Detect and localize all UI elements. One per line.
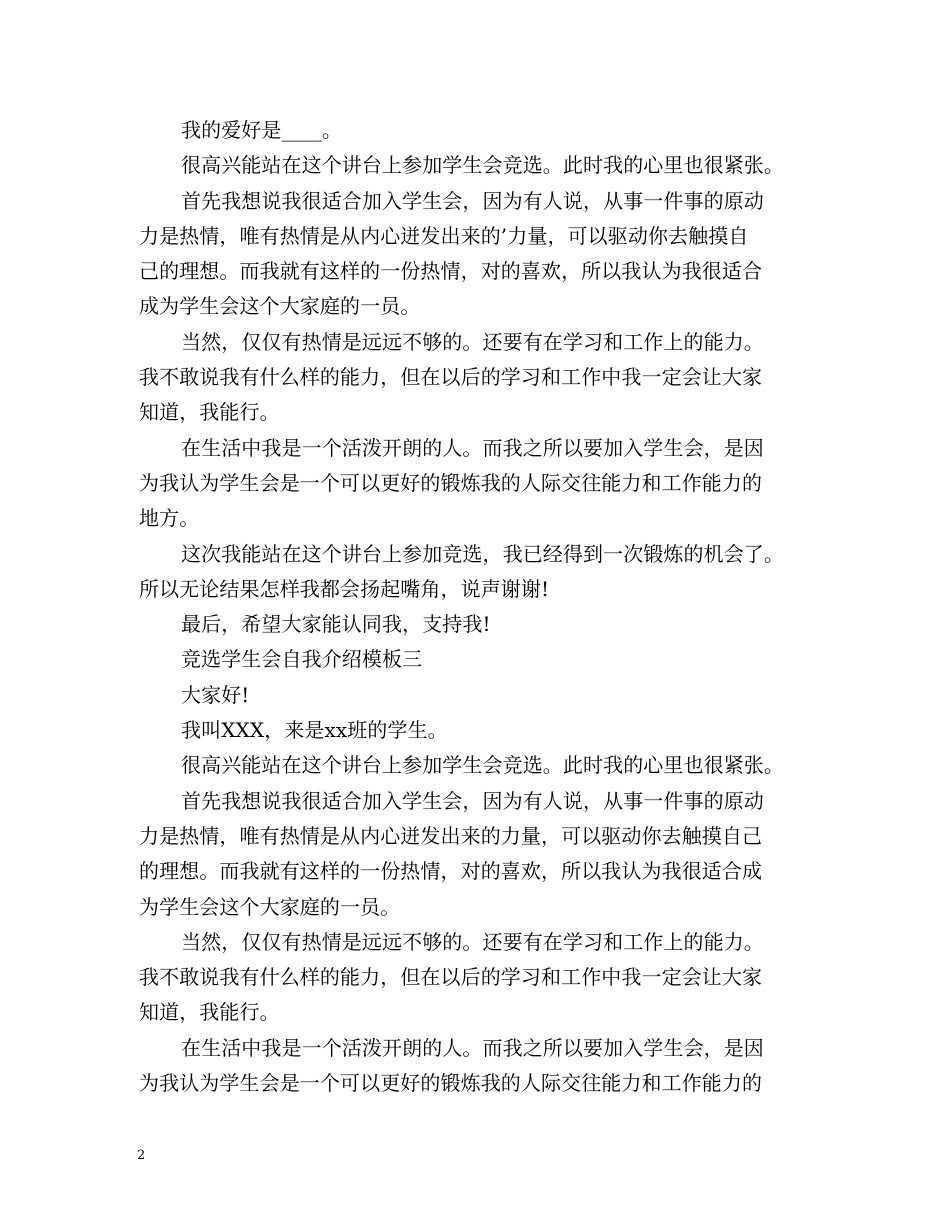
text-line: 地方。 [139, 506, 200, 531]
text-line: 成为学生会这个大家庭的一员。 [139, 294, 421, 319]
text-line: 竞选学生会自我介绍模板三 [181, 647, 423, 672]
text-line: 力是热情，唯有热情是从内心迸发出来的力量，可以驱动你去触摸自己 [139, 823, 763, 848]
page-number: 2 [137, 1148, 146, 1163]
text-line: 在生活中我是一个活泼开朗的人。而我之所以要加入学生会，是因 [181, 1035, 764, 1060]
text-line: 知道，我能行。 [139, 1000, 280, 1025]
text-line: 为我认为学生会是一个可以更好的锻炼我的人际交往能力和工作能力的 [139, 1071, 763, 1096]
text-line: 最后，希望大家能认同我，支持我! [181, 612, 491, 637]
text-line: 这次我能站在这个讲台上参加竞选，我已经得到一次锻炼的机会了。 [181, 541, 784, 566]
text-line: 在生活中我是一个活泼开朗的人。而我之所以要加入学生会，是因 [181, 435, 764, 460]
text-line: 当然，仅仅有热情是远远不够的。还要有在学习和工作上的能力。 [181, 329, 764, 354]
text-line: 我的爱好是____。 [181, 118, 342, 142]
text-line: 我不敢说我有什么样的能力，但在以后的学习和工作中我一定会让大家 [139, 965, 763, 990]
text-line: 大家好! [181, 682, 250, 707]
text-line: 知道，我能行。 [139, 400, 280, 425]
text-line: 很高兴能站在这个讲台上参加学生会竞选。此时我的心里也很紧张。 [181, 753, 784, 778]
text-line: 很高兴能站在这个讲台上参加学生会竞选。此时我的心里也很紧张。 [181, 153, 784, 178]
text-line: 首先我想说我很适合加入学生会，因为有人说，从事一件事的原动 [181, 188, 764, 213]
text-line: 我不敢说我有什么样的能力，但在以后的学习和工作中我一定会让大家 [139, 365, 763, 390]
text-line: 所以无论结果怎样我都会扬起嘴角，说声谢谢! [139, 576, 550, 601]
text-line: 的理想。而我就有这样的一份热情，对的喜欢，所以我认为我很适合成 [139, 859, 763, 884]
document-body [139, 113, 829, 1101]
text-line: 我叫XXX，来是xx班的学生。 [181, 718, 448, 743]
text-line: 当然，仅仅有热情是远远不够的。还要有在学习和工作上的能力。 [181, 929, 764, 954]
text-line: 首先我想说我很适合加入学生会，因为有人说，从事一件事的原动 [181, 788, 764, 813]
text-line: 为我认为学生会是一个可以更好的锻炼我的人际交往能力和工作能力的 [139, 470, 763, 495]
text-line: 为学生会这个大家庭的一员。 [139, 894, 401, 919]
text-line: 力是热情，唯有热情是从内心迸发出来的’力量，可以驱动你去触摸自 [139, 223, 749, 248]
text-line: 己的理想。而我就有这样的一份热情，对的喜欢，所以我认为我很适合 [139, 259, 763, 284]
